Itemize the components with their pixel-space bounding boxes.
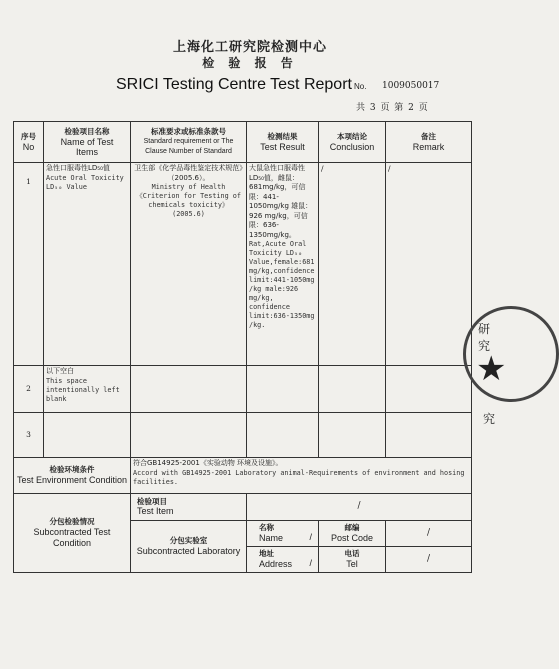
report-number-label: No. (354, 82, 367, 91)
test-item-label (131, 494, 247, 521)
address-field (247, 547, 319, 573)
item-cell (44, 413, 131, 458)
col-header-conclusion-cn: 本项结论 (337, 132, 367, 141)
row-number: 3 (14, 413, 44, 458)
sub-lab-label-cn: 分包实验室 (169, 536, 208, 546)
col-header-result-en: Test Result (260, 142, 305, 152)
remark-cell: / (386, 163, 472, 366)
tel-value: / (386, 547, 472, 573)
test-item-value: / (247, 494, 472, 521)
item-name-cn: 以下空白 (46, 367, 74, 375)
item-cell (44, 366, 131, 413)
col-header-item-en1: Name of Test (60, 137, 114, 147)
subcontract-label-en: Subcontracted Test Condition (33, 526, 111, 548)
col-header-no-en: No (22, 142, 35, 152)
post-code-label-en: Post Code (330, 532, 374, 543)
col-header-standard-en1: Standard requirement or The (143, 138, 234, 145)
table-row (14, 413, 472, 458)
standard-cell (131, 163, 247, 366)
item-cell (44, 163, 131, 366)
row-number: 2 (14, 366, 44, 413)
tel-label-cn: 电话 (344, 549, 360, 559)
col-header-standard-en2: Clause Number of Standard (145, 148, 232, 155)
page-info: 共 3 页 第 2 页 (356, 103, 429, 113)
conclusion-cell: / (319, 163, 386, 366)
standard-cell (131, 366, 247, 413)
item-name-en: Acute Oral Toxicity LD₅₀ Value (46, 173, 124, 191)
sub-lab-label (131, 521, 247, 573)
tel-label-en: Tel (346, 558, 358, 569)
col-header-item-cn: 检验项目名称 (64, 127, 110, 136)
result-cn: 大鼠急性口服毒性LD₅₀值，雌鼠：681mg/kg，可信限：441-1050mg/kg 雄鼠：926 mg/kg，可信限：636-1350mg/kg。 (249, 164, 313, 239)
result-en: Rat,Acute Oral Toxicity LD₅₀ Value,female:681 mg/kg,confidence limit:441-1050mg /kg male:926 mg/kg, confidence limit:636-1350mg /kg. (249, 240, 315, 329)
document-title: 检 验 报 告 (202, 56, 298, 70)
address-label-en: Address (259, 558, 293, 569)
address-value: / (309, 557, 312, 568)
col-header-remark-cn: 备注 (421, 132, 436, 141)
environment-value-cn: 符合GB14925-2001《实验动物 环境及设施》。 (133, 459, 283, 467)
post-code-label (319, 521, 386, 547)
report-number: 1009050017 (382, 81, 440, 91)
post-code-value: / (386, 521, 472, 547)
sub-lab-label-en: Subcontracted Laboratory (136, 545, 241, 556)
environment-value-en: Accord with GB14925-2001 Laboratory animal-Requirements of environment and hosing facilities. (133, 468, 465, 486)
item-name-cn: 急性口服毒性LD₅₀值 (46, 164, 110, 172)
name-label-cn: 名称 (259, 523, 274, 533)
col-header-result (247, 122, 319, 163)
tel-label (319, 547, 386, 573)
name-value: / (309, 531, 312, 542)
col-header-no-cn: 序号 (21, 132, 36, 141)
test-item-label-cn: 检验项目 (137, 496, 167, 506)
environment-label-cn: 检验环境条件 (49, 465, 95, 475)
seal-text-top: 研究 (478, 322, 491, 353)
col-header-conclusion (319, 122, 386, 163)
name-label-en: Name (259, 532, 284, 543)
col-header-item (44, 122, 131, 163)
col-header-item-en2: Items (75, 147, 98, 157)
item-name-en: This space intentionally left blank (46, 376, 120, 403)
environment-value (131, 458, 472, 494)
result-cell (247, 366, 319, 413)
col-header-standard (131, 122, 247, 163)
table-row (14, 366, 472, 413)
standard-en: Ministry of Health 《Criterion for Testing of chemicals toxicity》 (2005.6) (135, 183, 241, 218)
report-title-en: SRICI Testing Centre Test Report (116, 76, 352, 93)
seal-text-bottom: 究 (483, 412, 496, 426)
conclusion-cell (319, 366, 386, 413)
environment-label (14, 458, 131, 494)
table-row (14, 163, 472, 366)
col-header-conclusion-en: Conclusion (329, 142, 375, 152)
col-header-remark (386, 122, 472, 163)
subcontract-label-cn: 分包检验情况 (49, 517, 95, 527)
seal-star-icon: ★ (476, 349, 507, 389)
conclusion-cell (319, 413, 386, 458)
col-header-remark-en: Remark (412, 142, 445, 152)
col-header-no (14, 122, 44, 163)
post-code-label-cn: 邮编 (344, 523, 360, 533)
environment-row (14, 458, 472, 494)
subcontract-row (14, 494, 472, 521)
subcontract-label (14, 494, 131, 573)
report-table (13, 121, 472, 573)
result-cell (247, 413, 319, 458)
remark-cell (386, 413, 472, 458)
organization-title: 上海化工研究院检测中心 (172, 40, 327, 55)
name-field (247, 521, 319, 547)
row-number: 1 (14, 163, 44, 366)
standard-cn: 卫生部《化学品毒性鉴定技术规范》（2005.6）。 (134, 164, 243, 182)
col-header-result-cn: 检测结果 (267, 132, 298, 141)
table-header-row (14, 122, 472, 163)
address-label-cn: 地址 (259, 549, 274, 559)
col-header-standard-cn: 标准要求或标准条款号 (151, 127, 226, 136)
result-cell (247, 163, 319, 366)
test-item-label-en: Test Item (137, 506, 174, 517)
remark-cell (386, 366, 472, 413)
environment-label-en: Test Environment Condition (16, 474, 128, 485)
standard-cell (131, 413, 247, 458)
